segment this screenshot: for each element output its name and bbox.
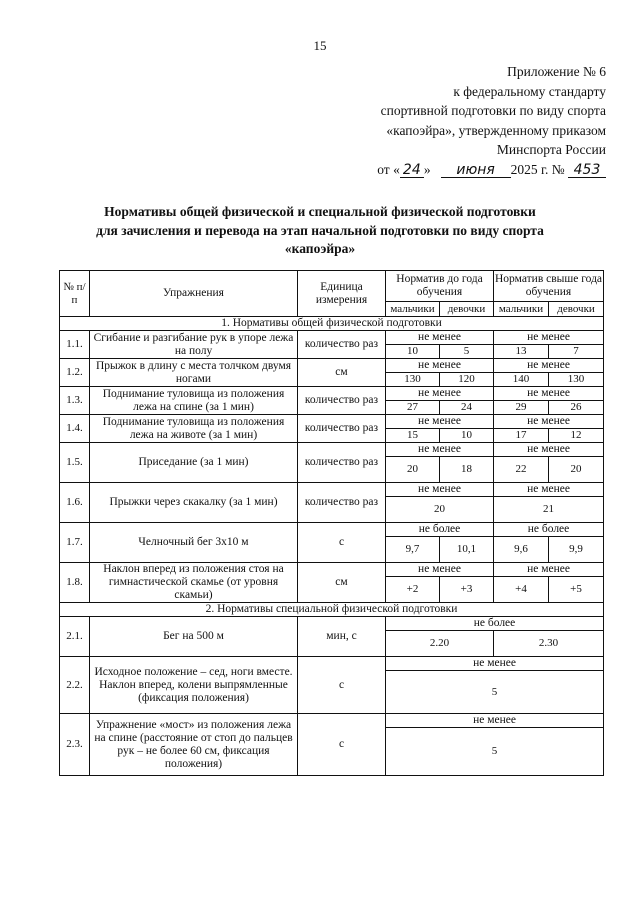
condition: не менее [386, 331, 494, 345]
value-girls-until: 10 [440, 429, 494, 443]
value-until-both: 20 [386, 497, 494, 523]
value-boys-until: 27 [386, 401, 440, 415]
page-number: 15 [313, 38, 327, 53]
condition: не менее [494, 331, 604, 345]
value-girls-over: 12 [549, 429, 604, 443]
exercise-name: Наклон вперед из положения стоя на гимнастической скамье (от уровня скамьи) [90, 563, 298, 603]
condition: не менее [386, 714, 604, 728]
exercise-name: Поднимание туловища из положения лежа на животе (за 1 мин) [90, 415, 298, 443]
row-num: 1.4. [60, 415, 90, 443]
condition: не более [386, 617, 604, 631]
condition: не менее [494, 387, 604, 401]
section-2-title: 2. Нормативы специальной физической подготовки [60, 603, 604, 617]
header-exercise: Упражнения [90, 271, 298, 317]
value-girls-over: 9,9 [549, 537, 604, 563]
header-norm-over-year: Норматив свыше года обучения [494, 271, 604, 302]
value-boys-until: +2 [386, 577, 440, 603]
value-boys-until: 9,7 [386, 537, 440, 563]
appendix-line-2: к федеральному стандарту [453, 83, 606, 99]
header-num: № п/п [60, 271, 90, 317]
handwritten-month: июня [441, 163, 511, 178]
exercise-name: Исходное положение – сед, ноги вместе. Наклон вперед, колени выпрямленные (фиксация положения) [90, 657, 298, 714]
unit: с [298, 714, 386, 776]
value-boys-over: 13 [494, 345, 549, 359]
exercise-name: Упражнение «мост» из положения лежа на спине (расстояние от стоп до пальцев рук – не более 60 см, фиксация положения) [90, 714, 298, 776]
exercise-name: Бег на 500 м [90, 617, 298, 657]
unit: см [298, 563, 386, 603]
condition: не менее [386, 415, 494, 429]
condition: не менее [386, 387, 494, 401]
value-girls-until: 10,1 [440, 537, 494, 563]
row-num: 1.8. [60, 563, 90, 603]
row-num: 2.3. [60, 714, 90, 776]
value-all: 5 [386, 728, 604, 776]
condition: не более [494, 523, 604, 537]
header-girls-2: девочки [549, 302, 604, 317]
unit: количество раз [298, 443, 386, 483]
appendix-line-3: спортивной подготовки по виду спорта [380, 103, 606, 118]
value-boys-over: 140 [494, 373, 549, 387]
value-boys-over: 17 [494, 429, 549, 443]
exercise-name: Челночный бег 3х10 м [90, 523, 298, 563]
row-num: 1.1. [60, 331, 90, 359]
row-num: 1.3. [60, 387, 90, 415]
value-girls-until: 120 [440, 373, 494, 387]
exercise-name: Прыжки через скакалку (за 1 мин) [90, 483, 298, 523]
date-prefix: от « [377, 161, 400, 177]
norms-table [59, 270, 604, 776]
value-girls-over: 7 [549, 345, 604, 359]
condition: не менее [494, 443, 604, 457]
appendix-date-line [306, 160, 606, 180]
title-line-3: «капоэйра» [284, 241, 356, 256]
value-boys-until: 10 [386, 345, 440, 359]
unit: с [298, 657, 386, 714]
unit: количество раз [298, 415, 386, 443]
exercise-name: Поднимание туловища из положения лежа на спине (за 1 мин) [90, 387, 298, 415]
condition: не менее [494, 483, 604, 497]
condition: не менее [494, 563, 604, 577]
condition: не менее [386, 563, 494, 577]
section-1-title: 1. Нормативы общей физической подготовки [60, 317, 604, 331]
value-boys-over: 22 [494, 457, 549, 483]
handwritten-order-number: 453 [568, 163, 606, 178]
title-line-2: для зачисления и перевода на этап начальной подготовки по виду спорта [96, 222, 544, 238]
condition: не менее [494, 359, 604, 373]
value-boys-until: 20 [386, 457, 440, 483]
value-over-both: 21 [494, 497, 604, 523]
row-num: 2.2. [60, 657, 90, 714]
condition: не менее [386, 657, 604, 671]
unit: см [298, 359, 386, 387]
header-girls-1: девочки [440, 302, 494, 317]
value-until: 2.20 [386, 631, 494, 657]
value-girls-over: 130 [549, 373, 604, 387]
unit: количество раз [298, 331, 386, 359]
value-over: 2.30 [494, 631, 604, 657]
condition: не менее [386, 359, 494, 373]
value-boys-over: 9,6 [494, 537, 549, 563]
condition: не менее [386, 443, 494, 457]
appendix-header [306, 62, 606, 179]
value-boys-over: 29 [494, 401, 549, 415]
header-norm-until-year: Норматив до года обучения [386, 271, 494, 302]
row-num: 1.2. [60, 359, 90, 387]
value-boys-until: 15 [386, 429, 440, 443]
handwritten-day: 24 [400, 163, 424, 178]
exercise-name: Сгибание и разгибание рук в упоре лежа на полу [90, 331, 298, 359]
header-boys-2: мальчики [494, 302, 549, 317]
header-boys-1: мальчики [386, 302, 440, 317]
appendix-line-5: Минспорта России [496, 142, 606, 157]
value-girls-over: 26 [549, 401, 604, 415]
value-all: 5 [386, 671, 604, 714]
appendix-line-4: «капоэйра», утвержденному приказом [386, 122, 606, 138]
header-unit: Единица измерения [298, 271, 386, 317]
unit: мин, с [298, 617, 386, 657]
row-num: 1.7. [60, 523, 90, 563]
row-num: 1.5. [60, 443, 90, 483]
year-text: 2025 г. № [510, 161, 565, 177]
value-girls-until: +3 [440, 577, 494, 603]
document-title [40, 203, 600, 259]
value-girls-over: 20 [549, 457, 604, 483]
exercise-name: Прыжок в длину с места толчком двумя ногами [90, 359, 298, 387]
row-num: 1.6. [60, 483, 90, 523]
unit: количество раз [298, 387, 386, 415]
value-boys-until: 130 [386, 373, 440, 387]
unit: с [298, 523, 386, 563]
condition: не более [386, 523, 494, 537]
condition: не менее [494, 415, 604, 429]
appendix-line-1: Приложение № 6 [507, 64, 606, 79]
exercise-name: Приседание (за 1 мин) [90, 443, 298, 483]
title-line-1: Нормативы общей физической и специальной физической подготовки [104, 204, 536, 219]
value-boys-over: +4 [494, 577, 549, 603]
row-num: 2.1. [60, 617, 90, 657]
value-girls-until: 24 [440, 401, 494, 415]
value-girls-until: 18 [440, 457, 494, 483]
unit: количество раз [298, 483, 386, 523]
date-mid: » [423, 161, 431, 177]
value-girls-over: +5 [549, 577, 604, 603]
value-girls-until: 5 [440, 345, 494, 359]
condition: не менее [386, 483, 494, 497]
